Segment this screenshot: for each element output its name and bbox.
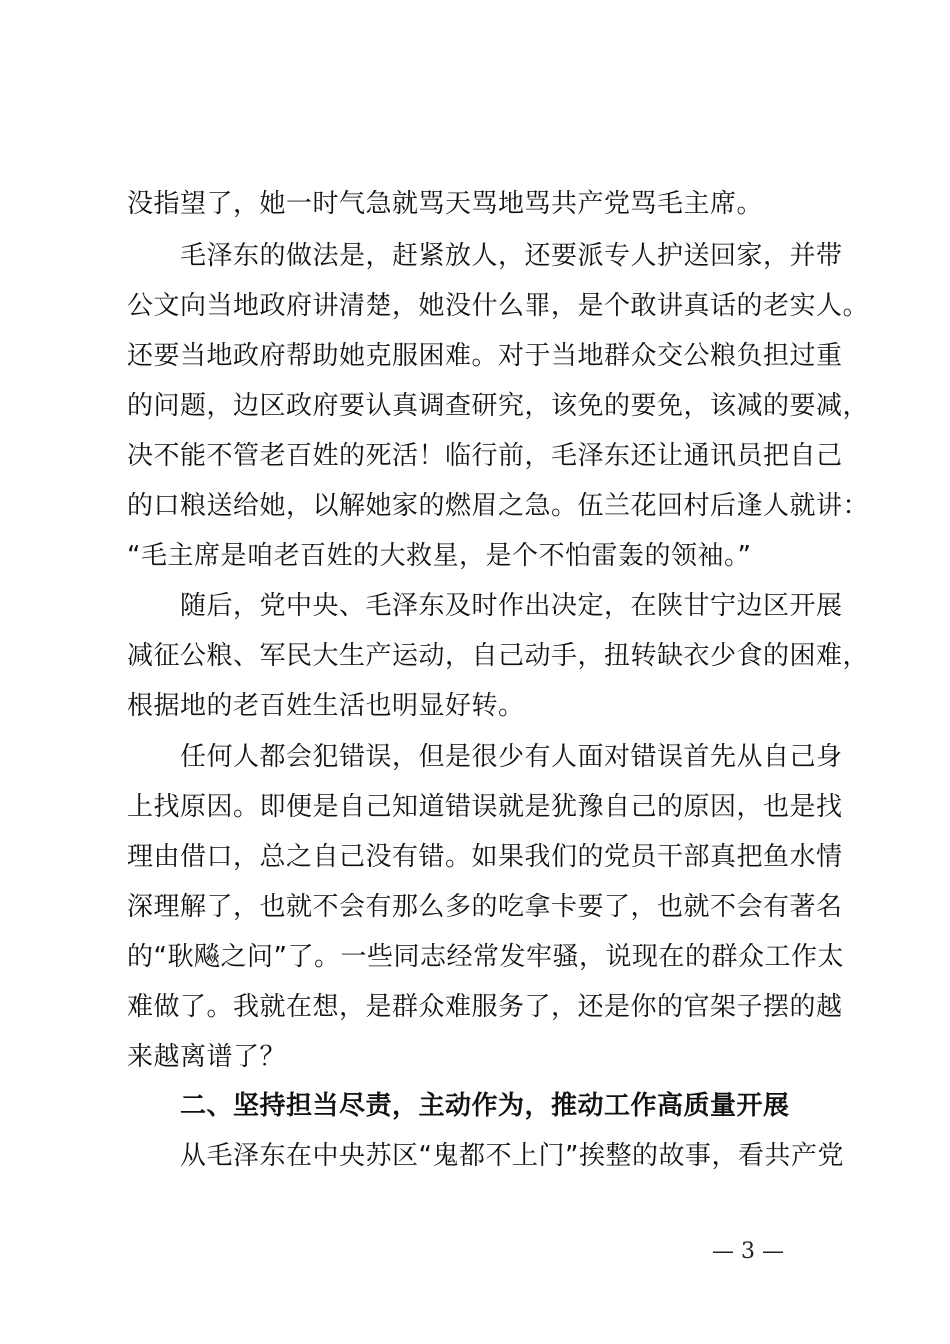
body-line: 的问题，边区政府要认真调查研究，该免的要免，该减的要减， — [127, 391, 870, 421]
body-line: 的“耿飚之问”了。一些同志经常发牢骚，说现在的群众工作太 — [127, 942, 844, 972]
paragraph-start-line: 任何人都会犯错误，但是很少有人面对错误首先从自己身 — [180, 742, 843, 772]
body-line: 难做了。我就在想，是群众难服务了，还是你的官架子摆的越 — [127, 992, 843, 1022]
body-line: 来越离谱了？ — [127, 1042, 287, 1072]
body-line-1: 没指望了，她一时气急就骂天骂地骂共产党骂毛主席。 — [127, 189, 764, 219]
body-line: 公文向当地政府讲清楚，她没什么罪，是个敢讲真话的老实人。 — [127, 291, 870, 321]
body-line: 根据地的老百姓生活也明显好转。 — [127, 691, 525, 721]
body-line: 决不能不管老百姓的死活！临行前，毛泽东还让通讯员把自己 — [127, 441, 843, 471]
body-line: 减征公粮、军民大生产运动，自己动手，扭转缺衣少食的困难， — [127, 641, 870, 671]
section-heading: 二、坚持担当尽责，主动作为，推动工作高质量开展 — [180, 1091, 790, 1121]
body-line: 上找原因。即便是自己知道错误就是犹豫自己的原因，也是找 — [127, 792, 843, 822]
body-line: 深理解了，也就不会有那么多的吃拿卡要了，也就不会有著名 — [127, 892, 843, 922]
quote-line: “毛主席是咱老百姓的大救星，是个不怕雷轰的领袖。” — [127, 541, 752, 571]
paragraph-start-line: 从毛泽东在中央苏区“鬼都不上门”挨整的故事，看共产党 — [180, 1141, 844, 1171]
paragraph-start-line: 毛泽东的做法是，赶紧放人，还要派专人护送回家，并带 — [180, 241, 843, 271]
body-line: 还要当地政府帮助她克服困难。对于当地群众交公粮负担过重 — [127, 341, 843, 371]
body-line: 理由借口，总之自己没有错。如果我们的党员干部真把鱼水情 — [127, 842, 843, 872]
body-line: 的口粮送给她，以解她家的燃眉之急。伍兰花回村后逢人就讲： — [127, 491, 870, 521]
paragraph-start-line: 随后，党中央、毛泽东及时作出决定，在陕甘宁边区开展 — [180, 591, 843, 621]
page-number: — 3 — — [712, 1239, 784, 1264]
